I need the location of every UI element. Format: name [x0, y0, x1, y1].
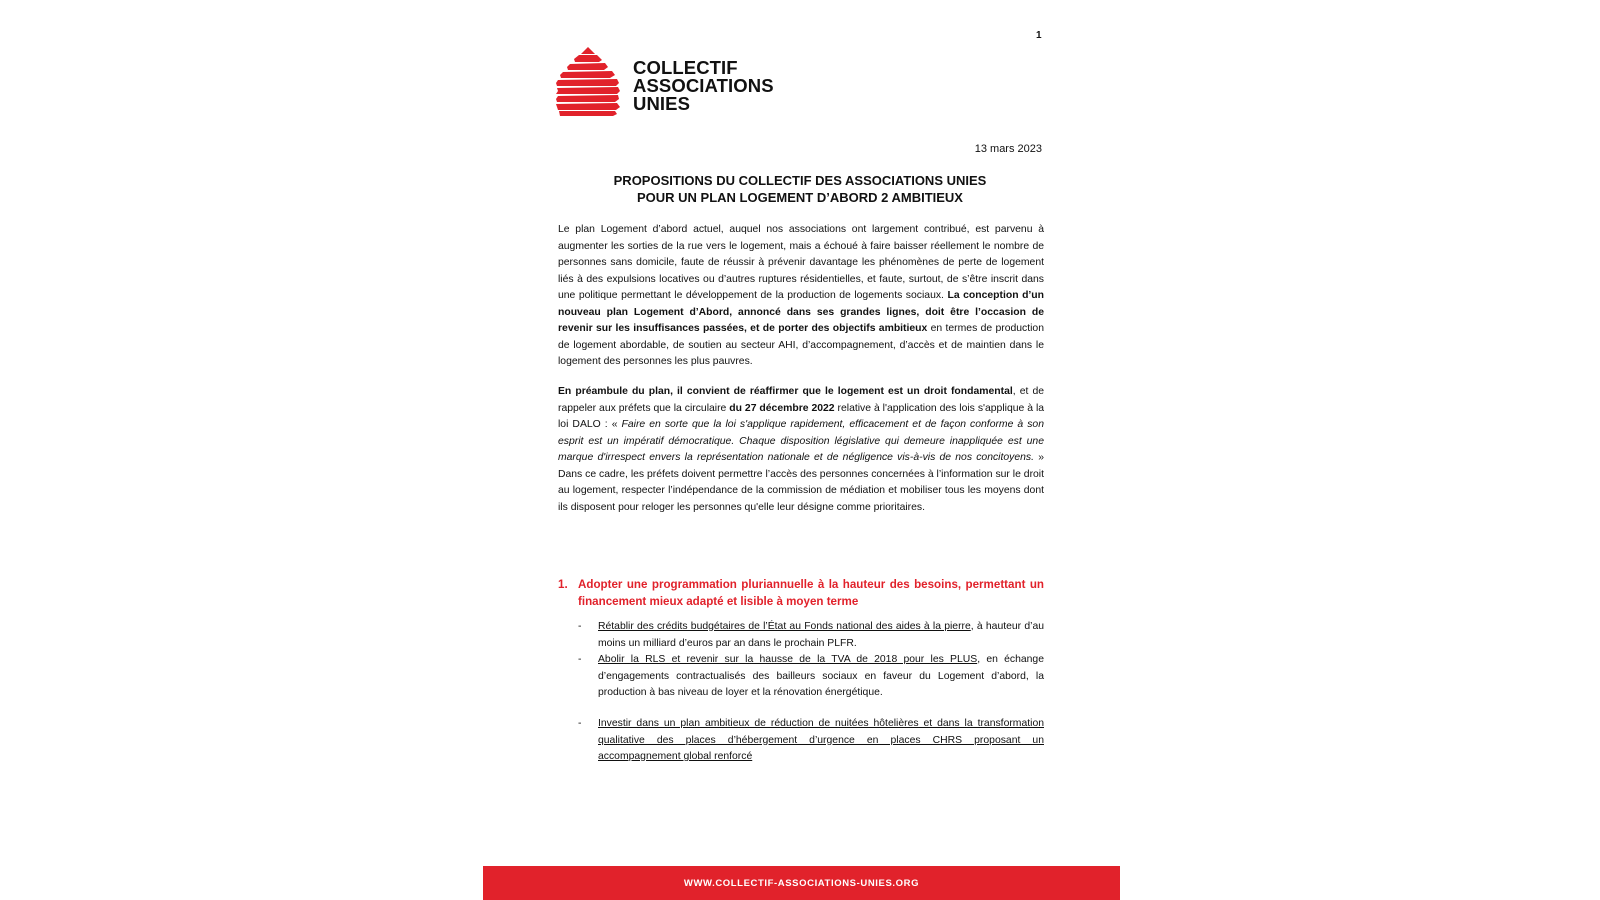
- title-line-2: POUR UN PLAN LOGEMENT D’ABORD 2 AMBITIEUX: [637, 190, 963, 205]
- page-number: 1: [1036, 30, 1042, 41]
- preamble-text-1: , et de rappeler aux préfets que la circulaire: [558, 386, 1044, 414]
- bullet-text: [598, 716, 1044, 766]
- intro-bold-text: La conception d’un nouveau plan Logement d’Abord, annoncé dans ses grandes lignes, doit être l’occasion de revenir sur les insuffisances passées, et de porter des objectifs ambitieux: [558, 290, 1044, 334]
- bullet-rest-text: , à hauteur d’au moins un milliard d’euros par an dans le prochain PLFR.: [598, 621, 1044, 649]
- document-title: [556, 172, 1044, 206]
- bullet-text: [598, 619, 1044, 652]
- preamble-paragraph: [558, 384, 1044, 516]
- intro-paragraph: [558, 222, 1044, 371]
- logo-text: [633, 59, 774, 113]
- collectif-logo: [555, 46, 815, 116]
- bullet-dash: -: [578, 718, 582, 729]
- footer-bar: [483, 866, 1120, 900]
- logo-line-2: ASSOCIATIONS: [633, 75, 774, 96]
- bullet-dash: -: [578, 621, 582, 632]
- house-logo-icon: [555, 46, 621, 116]
- title-line-1: PROPOSITIONS DU COLLECTIF DES ASSOCIATIONS UNIES: [613, 173, 987, 188]
- bullet-underlined-text: Investir dans un plan ambitieux de réduction de nuitées hôtelières et dans la transformation qualitative des places d’hébergement d’urgence en places CHRS proposant un accompagnement global renforcé: [598, 718, 1044, 762]
- preamble-quote: Faire en sorte que la loi s'applique rapidement, efficacement et de façon conforme à son esprit est un impératif démocratique. Chaque disposition législative qui demeure inappliquée est une marque d'irrespect envers la représentation nationale et de négligence vis-à-vis de nos concitoyens.: [558, 419, 1044, 463]
- intro-end-text: en termes de production de logement abordable, de soutien au secteur AHI, d’accompagnement, d’accès et de maintien dans le logement des personnes les plus pauvres.: [558, 323, 1044, 367]
- section-1-title: Adopter une programmation pluriannuelle à la hauteur des besoins, permettant un financement mieux adapté et lisible à moyen terme: [578, 578, 1044, 608]
- bullet-underlined-text: Rétablir des crédits budgétaires de l’État au Fonds national des aides à la pierre: [598, 621, 971, 632]
- bullet-rest-text: , en échange d’engagements contractualisés des bailleurs sociaux en faveur du Logement d’abord, la production à bas niveau de loyer et la rénovation énergétique.: [598, 654, 1044, 698]
- logo-line-3: UNIES: [633, 93, 691, 114]
- preamble-bold-1: En préambule du plan, il convient de réaffirmer que le logement est un droit fondamental: [558, 386, 1013, 397]
- logo-line-1: COLLECTIF: [633, 57, 738, 78]
- bullet-underlined-text: Abolir la RLS et revenir sur la hausse de la TVA de 2018 pour les PLUS: [598, 654, 978, 665]
- intro-text: Le plan Logement d’abord actuel, auquel nos associations ont largement contribué, est parvenu à augmenter les sorties de la rue vers le logement, mais a échoué à faire baisser réellement le nombre de personnes sans domicile, faute de réussir à prévenir davantage les phénomènes de perte de logement liés à des expulsions locatives ou d’autres ruptures résidentielles, et faute, surtout, de s’être inscrit dans une politique permettant le développement de la production de logements sociaux.: [558, 224, 1044, 301]
- preamble-text-3: » Dans ce cadre, les préfets doivent permettre l’accès des personnes concernées à l’information sur le droit au logement, respecter l’indépendance de la commission de médiation et mobiliser tous les moyens dont ils disposent pour reloger les personnes qu'elle leur désigne comme prioritaires.: [558, 452, 1044, 513]
- bullet-text: [598, 652, 1044, 702]
- preamble-text-2: relative à l'application des lois s'applique à la loi DALO : «: [558, 402, 1045, 430]
- bullet-dash: -: [578, 654, 582, 665]
- preamble-bold-2: du 27 décembre 2022: [729, 402, 835, 414]
- footer-website-link[interactable]: WWW.COLLECTIF-ASSOCIATIONS-UNIES.ORG: [683, 877, 920, 889]
- document-date: 13 mars 2023: [974, 143, 1042, 155]
- section-1-number: 1.: [558, 578, 568, 591]
